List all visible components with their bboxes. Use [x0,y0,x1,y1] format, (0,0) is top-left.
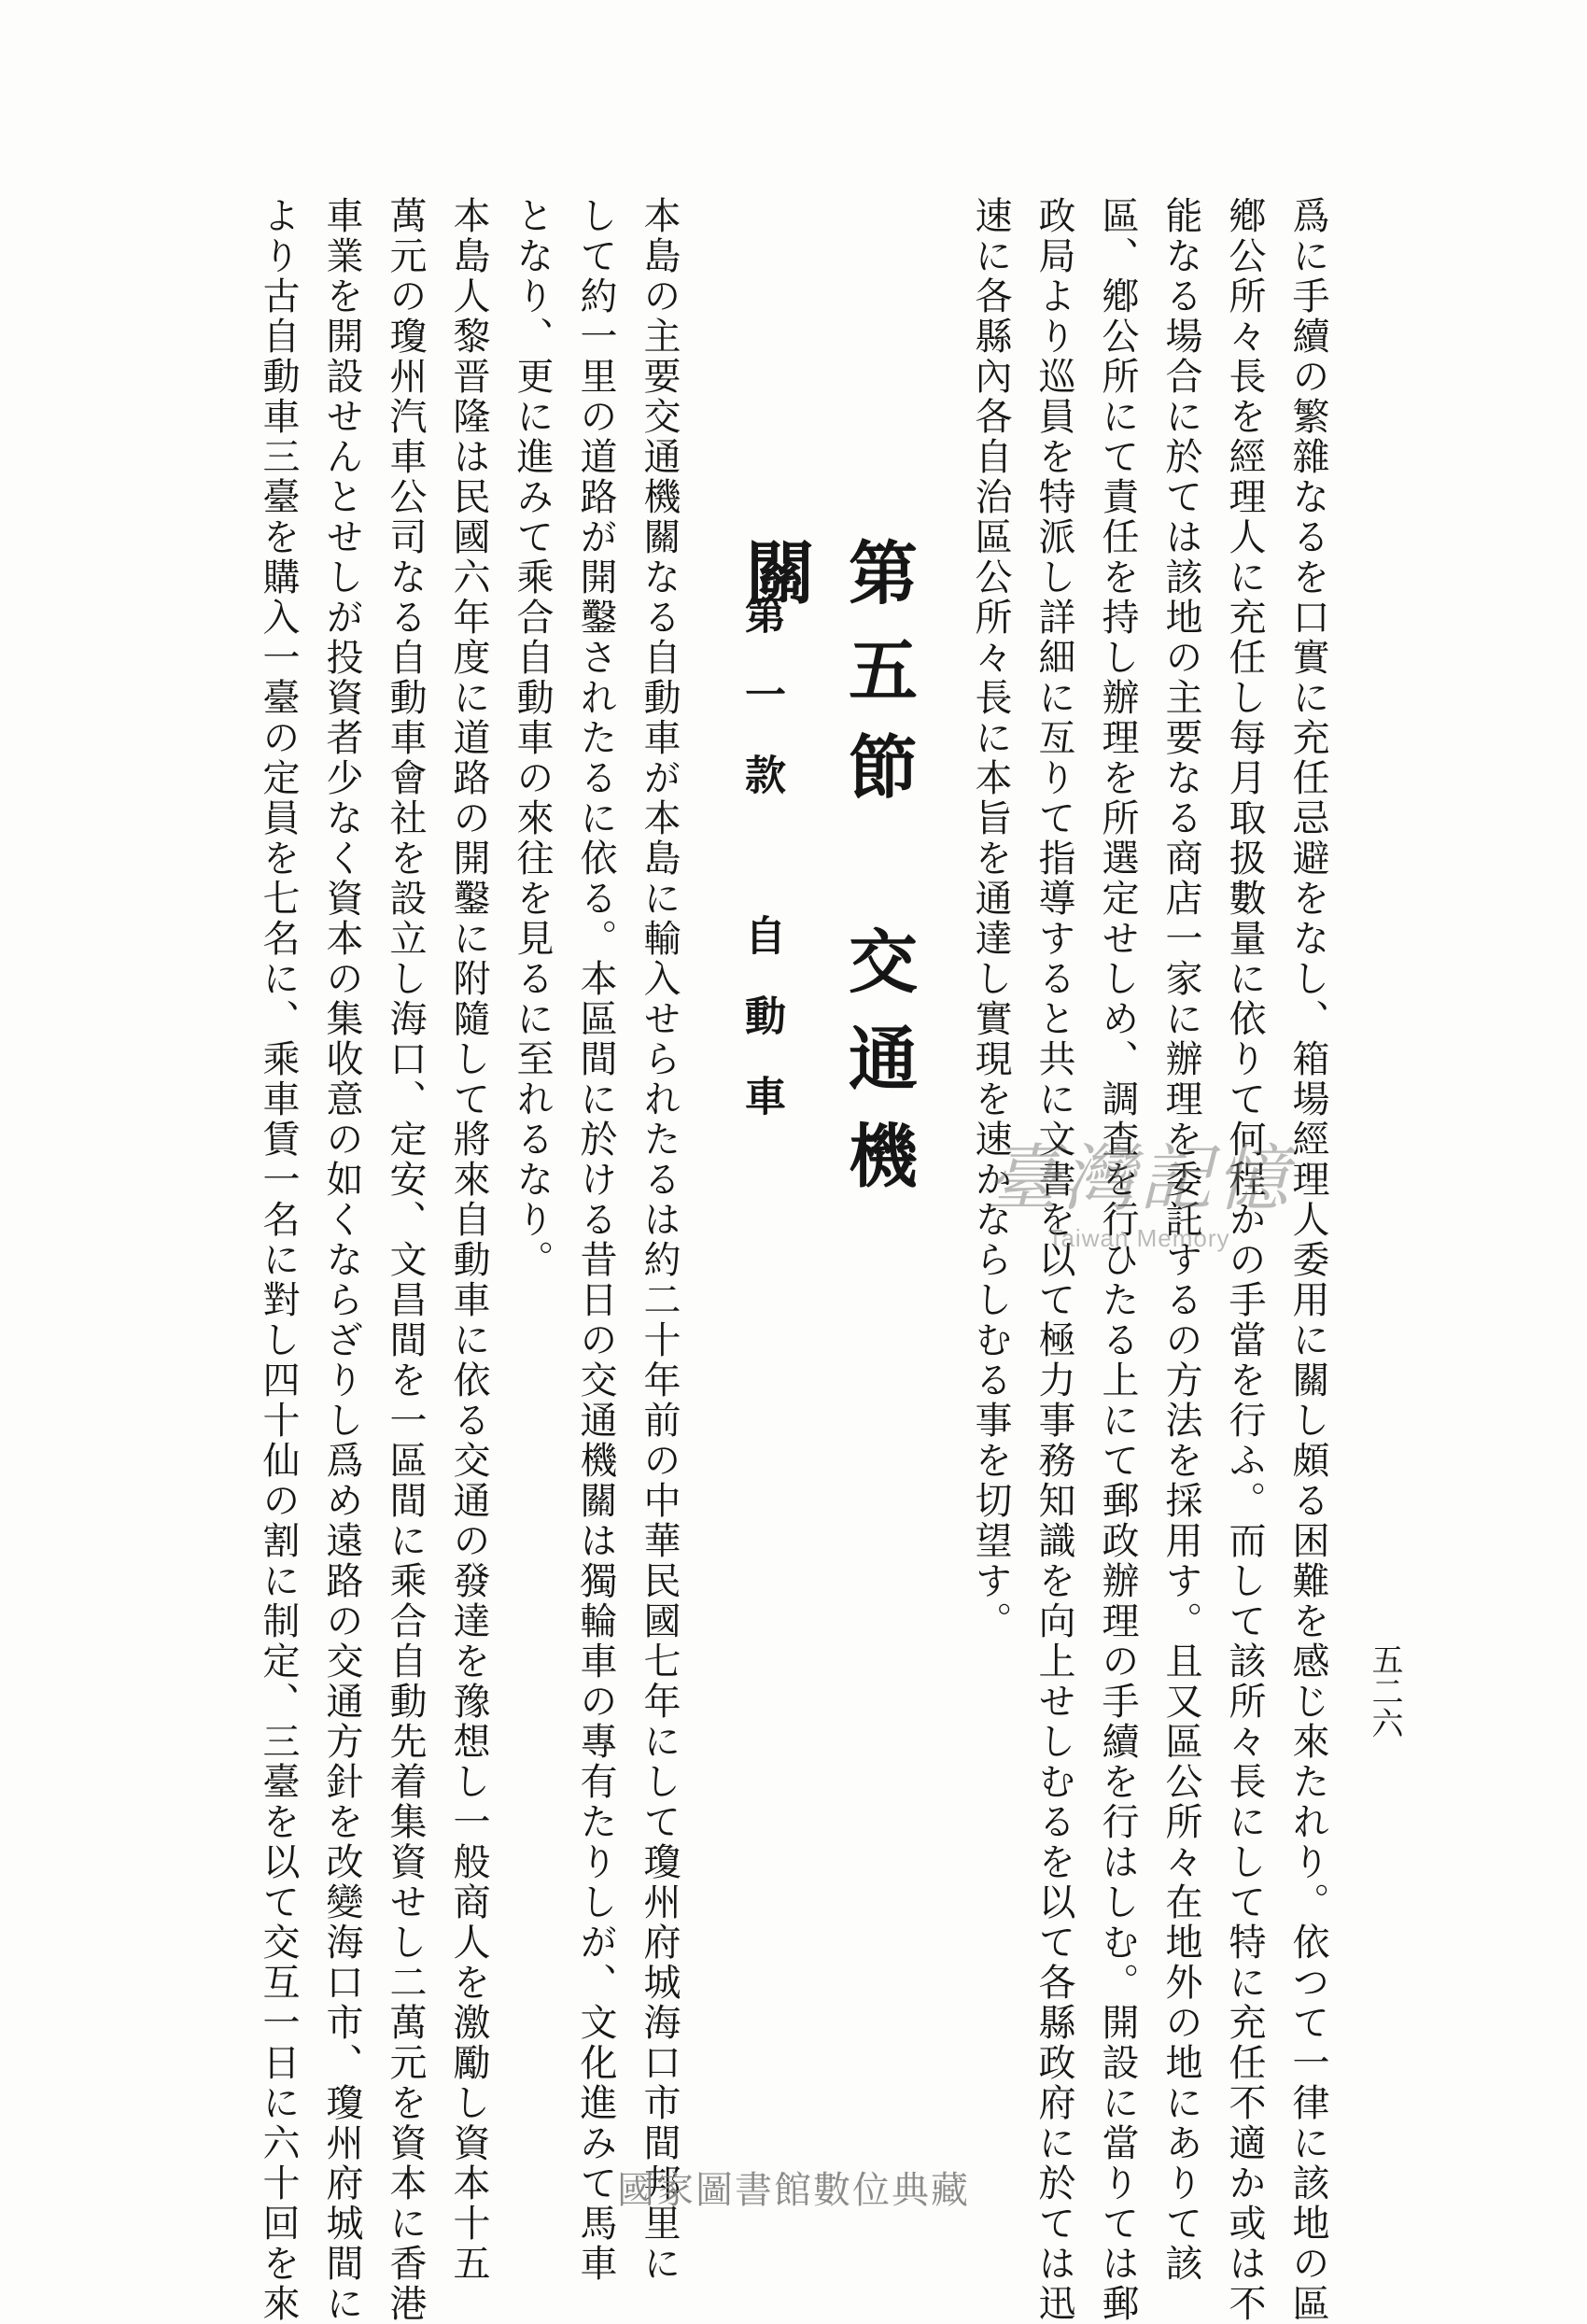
text-line: して約一里の道路が開鑿されたるに依る。本區間に於ける昔日の交通機關は獨輪車の專有たりしが、文化進みて馬車 [574,196,617,2284]
text-line: 本島人黎晋隆は民國六年度に道路の開鑿に附隨して將來自動車に依る交通の發達を豫想し一般商人を激勵し資本十五 [447,196,490,2284]
paragraph-top [934,196,1340,2324]
paragraph-bottom [215,196,691,2324]
text-line: 能なる場合に於ては該地の主要なる商店一家に辦理を委託するの方法を採用す。且又區公所々在地外の地にありて該 [1159,196,1202,2284]
text-line: より古自動車三臺を購入一臺の定員を七名に、乘車賃一名に對し四十仙の割に制定、三臺を以て交互一日に六十回を來 [257,196,300,2324]
text-line: 區、鄕公所にて責任を持し辦理を所選定せしめ、調査を行ひたる上にて郵政辦理の手續を行はしむ。開設に當りては郵 [1096,196,1139,2324]
text-line: 政局より巡員を特派し詳細に亙りて指導すると共に文書を以て極力事務知識を向上せしむるを以て各縣政府に於ては迅 [1032,196,1075,2324]
footer-archive-label: 國家圖書館數位典藏 [617,2169,970,2212]
text-line: 萬元の瓊州汽車公司なる自動車會社を設立し海口、定安、文昌間を一區間に乘合自動先着集資せし二萬元を資本に香港 [384,196,427,2324]
text-line: 速に各縣內各自治區公所々長に本旨を通達し實現を速かならしむる事を切望す。 [969,196,1012,1641]
subsection-title: 第一款 自動車 [737,593,785,1155]
watermark-sub-text: Taiwan Memory [1047,1224,1230,1252]
text-line: 本島の主要交通機關なる自動車が本島に輸入せられたるは約二十年前の中華民國七年にして瓊州府城海口市間邦里に [638,196,681,2284]
text-line: となり、更に進みて乘合自動車の來往を見るに至れるなり。 [511,196,554,1280]
watermark-main-text: 臺灣記憶 [985,1137,1292,1221]
section-title: 第五節 交通機關 [735,537,918,1217]
watermark-logo [943,1134,1335,1265]
text-line: 車業を開設せんとせしが投資者少なく資本の集收意の如くならざりし爲め遠路の交通方針を改變海口市、瓊州府城間に [320,196,363,2324]
text-line: 爲に手續の繁雜なるを口實に充任忌避をなし、箱場經理人委用に關し頗る困難を感じ來たれり。依つて一律に該地の區 [1286,196,1329,2324]
text-line: 鄕公所々長を經理人に充任し每月取扱數量に依りて何程かの手當を行ふ。而して該所々長にして特に充任不適か或は不 [1223,196,1266,2324]
page-number: 五二六 [1366,1643,1403,1739]
